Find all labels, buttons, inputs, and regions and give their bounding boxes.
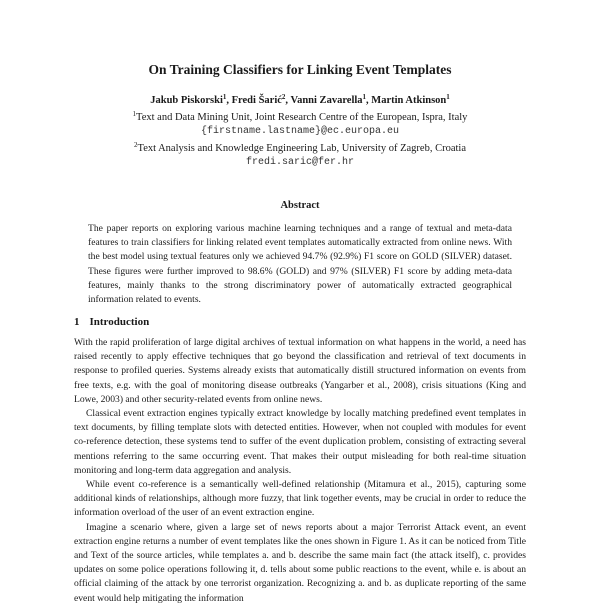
section-body bbox=[74, 336, 526, 606]
author-affiliation-mark: 1 bbox=[222, 93, 227, 101]
paragraph: With the rapid proliferation of large digital archives of textual information on what happens in the world, a need has raised recently to apply effective techniques that go beyond the classification and retrieval of text documents in response to profiled queries. Systems already exists that automatically distill structured information on events from free texts, e.g. with the goal of monitoring disease outbreaks (Yangarber et al., 2008), crisis situations (King and Lowe, 2003) and other security-related events from online news. bbox=[74, 337, 526, 405]
affiliation-1 bbox=[0, 110, 600, 123]
author-affiliation-mark: 2 bbox=[281, 93, 286, 101]
affiliation-mark: 2 bbox=[134, 141, 138, 149]
paper-title: On Training Classifiers for Linking Event Templates bbox=[148, 62, 452, 77]
abstract-heading: Abstract bbox=[280, 200, 320, 211]
affiliation-text: Text Analysis and Knowledge Engineering Lab, University of Zagreb, Croatia bbox=[137, 143, 466, 154]
affiliation-2 bbox=[0, 141, 600, 154]
affiliation-mark: 1 bbox=[132, 110, 137, 118]
author-list: Jakub Piskorski$^1$, Fredi Šarić$^2$, Vanni Zavarella$^1$, Martin Atkinson$^1$ bbox=[150, 93, 450, 106]
paragraph: Imagine a scenario where, given a large set of news reports about a major Terrorist Attack event, an event extraction engine returns a number of event templates like the ones shown in Figure 1. As it can be noticed from Title and Text of the source articles, while templates a. and b. describe the same main fact (the attack itself), c. provides updates on some police operations following it, d. tells about some public reactions to the event, while e. is about an official claiming of the attack by one terrorist organization. Recognizing a. and b. as duplicate reporting of the same event would help mitigating the information bbox=[74, 521, 526, 604]
author-name: Jakub Piskorski bbox=[150, 95, 223, 106]
paragraph: While event co-reference is a semantically well-defined relationship (Mitamura et al., 2015), capturing some additional kinds of relationships, although more fuzzy, that link together events, may be crucial in order to reduce the information overload of the user of an event extraction engine. bbox=[74, 479, 526, 519]
email-2: fredi.saric@fer.hr bbox=[245, 157, 355, 168]
paragraph: Classical event extraction engines typically extract knowledge by locally matching predefined event templates in text documents, by filling template slots with detected entities. However, when not coupled with modules for event co-reference detection, these systems tend to suffer of the event duplication problem, consisting of extracting several mentions referring to the same occurring event. That makes their output misleading for both real-time situation monitoring and long-term data aggregation and analysis. bbox=[74, 408, 526, 476]
author-affiliation-mark: 1 bbox=[362, 93, 367, 101]
author-affiliation-mark: 1 bbox=[446, 93, 450, 101]
section-number: 1 bbox=[74, 316, 80, 328]
author-name: Vanni Zavarella bbox=[290, 95, 363, 106]
abstract-text: The paper reports on exploring various machine learning techniques and a range of textual and meta-data features to train classifiers for linking related event templates automatically extracted from online news. With the best model using textual features only we achieved 94.7% (92.9%) F1 score on GOLD (SILVER) dataset. These figures were further improved to 98.6% (GOLD) and 97% (SILVER) F1 score by adding meta-data features, mainly thanks to the strong discriminatory power of automatically extracted geographical information related to events. bbox=[88, 223, 512, 306]
author-name: Martin Atkinson bbox=[371, 95, 447, 106]
email-1: {firstname.lastname}@ec.europa.eu bbox=[200, 126, 400, 137]
section-heading bbox=[74, 316, 149, 328]
section-title: Introduction bbox=[89, 316, 150, 328]
author-name: Fredi Šarić bbox=[231, 95, 282, 106]
affiliation-text: Text and Data Mining Unit, Joint Research Centre of the European, Ispra, Italy bbox=[136, 112, 468, 123]
